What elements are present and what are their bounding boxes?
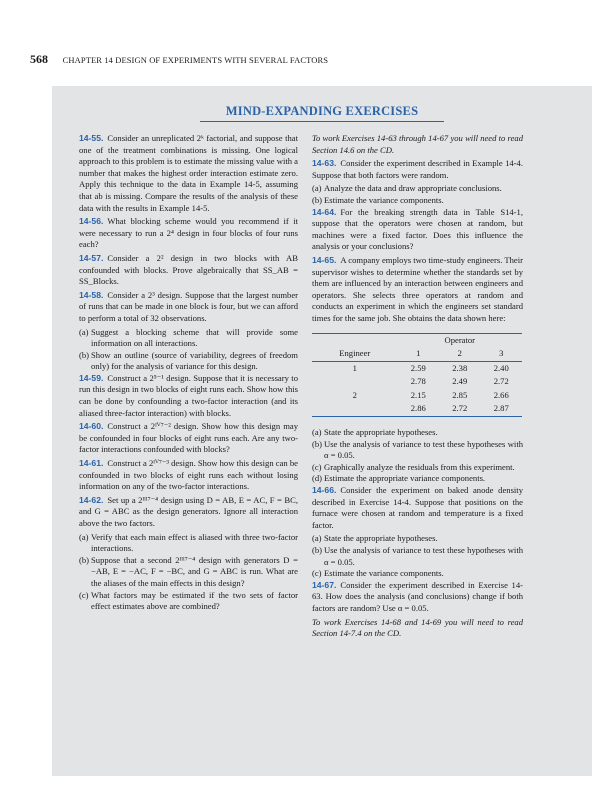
exercise-14-64: 14-64. For the breaking strength data in Table S14-1, suppose that the operators were chosen at random, but machines were a fixed factor. Does this influence the analysis or your conclusions? xyxy=(312,206,523,252)
section-note-14-7: To work Exercises 14-68 and 14-69 you will need to read Section 14-7.4 on the CD. xyxy=(312,616,523,639)
exercise-14-58: 14-58. Consider a 2³ design. Suppose that the largest number of runs that can be made in one block is four, but we can afford to perform a total of 32 observations. xyxy=(79,289,298,323)
right-column xyxy=(312,133,523,642)
table-row xyxy=(312,361,522,375)
page-header xyxy=(30,52,328,67)
engineer-cell xyxy=(312,402,398,416)
operator-data-table xyxy=(312,333,522,418)
exercise-14-65-part-c: (c) Graphically analyze the residuals from this experiment. xyxy=(312,461,515,472)
exercise-14-56: 14-56. What blocking scheme would you recommend if it were necessary to run a 2⁴ design in four blocks of four runs each? xyxy=(79,216,298,250)
value-cell: 2.66 xyxy=(493,389,509,400)
exercise-14-65: 14-65. A company employs two time-study engineers. Their supervisor wishes to determine whether the standards set by them are influenced by an interaction between engineers and operators. She selects three operators at random and conducts an experiment in which the engineers set standard times for the same job. She obtains the data shown here: xyxy=(312,254,523,323)
exercise-14-55: 14-55. Consider an unreplicated 2ᵏ factorial, and suppose that one of the treatment combinations is missing. One logical approach to this problem is to estimate the missing value with a number that makes the highest order interaction estimate zero. Apply this technique to the data in Example 14-5, assuming that ab is missing. Compare the results of the analysis of these data with the results in Example 14-5. xyxy=(79,133,298,213)
table-row xyxy=(312,389,522,403)
section-title: MIND-EXPANDING EXERCISES xyxy=(225,104,419,118)
exercise-14-57: 14-57. Consider a 2² design in two blocks with AB confounded with blocks. Prove algebraically that SS_AB = SS_Blocks. xyxy=(79,252,298,287)
exercise-14-62: 14-62. Set up a 2ᴵᴵᴵ⁷⁻⁴ design using D = AB, E = AC, F = BC, and G = ABC as the design generators. Ignore all interaction above the two factors. xyxy=(79,494,298,528)
exercise-14-63-part-b: (b) Estimate the variance components. xyxy=(312,194,444,205)
operator-header: Operator xyxy=(398,333,522,347)
exercise-14-65-part-d: (d) Estimate the appropriate variance components. xyxy=(312,473,486,484)
table-row xyxy=(312,402,522,416)
value-cell: 2.59 xyxy=(410,362,426,373)
exercise-14-63-part-a: (a) Analyze the data and draw appropriate conclusions. xyxy=(312,183,502,194)
engineer-cell: 1 xyxy=(352,362,357,373)
exercise-14-59: 14-59. Construct a 2⁵⁻¹ design. Suppose that it is necessary to run this design in two blocks of eight runs each. Show how this can be done by confounding a two-factor interaction (and its aliased three-factor interaction) with blocks. xyxy=(79,372,298,418)
exercise-14-66: 14-66. Consider the experiment on baked anode density described in Exercise 14-4. Suppose that positions on the furnace were chosen at random and temperature is a fixed factor. xyxy=(312,485,523,530)
engineer-cell: 2 xyxy=(352,389,357,400)
table-header-row xyxy=(312,347,522,361)
exercise-14-60: 14-60. Construct a 2ᴵⱽ⁷⁻² design. Show how this design may be confounded in four blocks of eight runs each. Are any two-factor interactions confounded with blocks? xyxy=(79,421,298,455)
value-cell: 2.85 xyxy=(452,389,468,400)
column-header: 2 xyxy=(439,347,480,361)
exercise-14-58-part-a: (a) Suggest a blocking scheme that will provide some information on all interactions. xyxy=(79,326,298,349)
exercise-14-66-part-c: (c) Estimate the variance components. xyxy=(312,568,444,579)
value-cell: 2.72 xyxy=(439,402,480,416)
column-header: 3 xyxy=(480,347,522,361)
engineer-cell xyxy=(312,375,398,389)
value-cell: 2.49 xyxy=(452,376,468,387)
exercise-14-65-part-a: (a) State the appropriate hypotheses. xyxy=(312,427,438,438)
column-header: 1 xyxy=(398,347,439,361)
value-cell: 2.15 xyxy=(410,389,426,400)
title-underline xyxy=(200,121,444,122)
page-number: 568 xyxy=(30,52,48,66)
exercise-14-62-part-c: (c) What factors may be estimated if the two sets of factor effect estimates above are combined? xyxy=(79,589,298,612)
left-column xyxy=(79,133,298,613)
exercise-14-66-part-a: (a) State the appropriate hypotheses. xyxy=(312,533,438,544)
value-cell: 2.72 xyxy=(493,376,509,387)
exercise-14-63: 14-63. Consider the experiment described in Example 14-4. Suppose that both factors were random. xyxy=(312,158,523,180)
engineer-header: Engineer xyxy=(312,347,398,361)
exercise-14-61: 14-61. Construct a 2ᴵⱽ⁷⁻³ design. Show how this design can be confounded in two blocks of eight runs each without losing information on any of the two-factor interactions. xyxy=(79,458,298,492)
value-cell: 2.38 xyxy=(452,362,468,373)
chapter-title: CHAPTER 14 DESIGN OF EXPERIMENTS WITH SEVERAL FACTORS xyxy=(62,55,329,65)
value-cell: 2.78 xyxy=(410,376,426,387)
value-cell: 2.86 xyxy=(398,402,439,416)
section-note-14-6: To work Exercises 14-63 through 14-67 you will need to read Section 14.6 on the CD. xyxy=(312,133,523,155)
exercise-14-67: 14-67. Consider the experiment described in Exercise 14-63. How does the analysis (and conclusions) change if both factors are random? Use α = 0.05. xyxy=(312,579,523,613)
table-row xyxy=(312,375,522,389)
exercise-14-62-part-b: (b) Suppose that a second 2ᴵᴵᴵ⁷⁻⁴ design with generators D = −AB, E = −AC, F = −BC, and G = ABC is run. What are the aliases of the main effects in this design? xyxy=(79,554,298,588)
exercise-14-66-part-b: (b) Use the analysis of variance to test these hypotheses with α = 0.05. xyxy=(312,545,523,567)
exercise-14-65-part-b: (b) Use the analysis of variance to test these hypotheses with α = 0.05. xyxy=(312,438,523,461)
value-cell: 2.87 xyxy=(480,402,522,416)
table-group-header-row xyxy=(312,333,522,347)
value-cell: 2.40 xyxy=(493,362,509,373)
exercise-14-58-part-b: (b) Show an outline (source of variability, degrees of freedom only) for the analysis of variance for this design. xyxy=(79,349,298,372)
exercise-14-62-part-a: (a) Verify that each main effect is aliased with three two-factor interactions. xyxy=(79,531,298,554)
